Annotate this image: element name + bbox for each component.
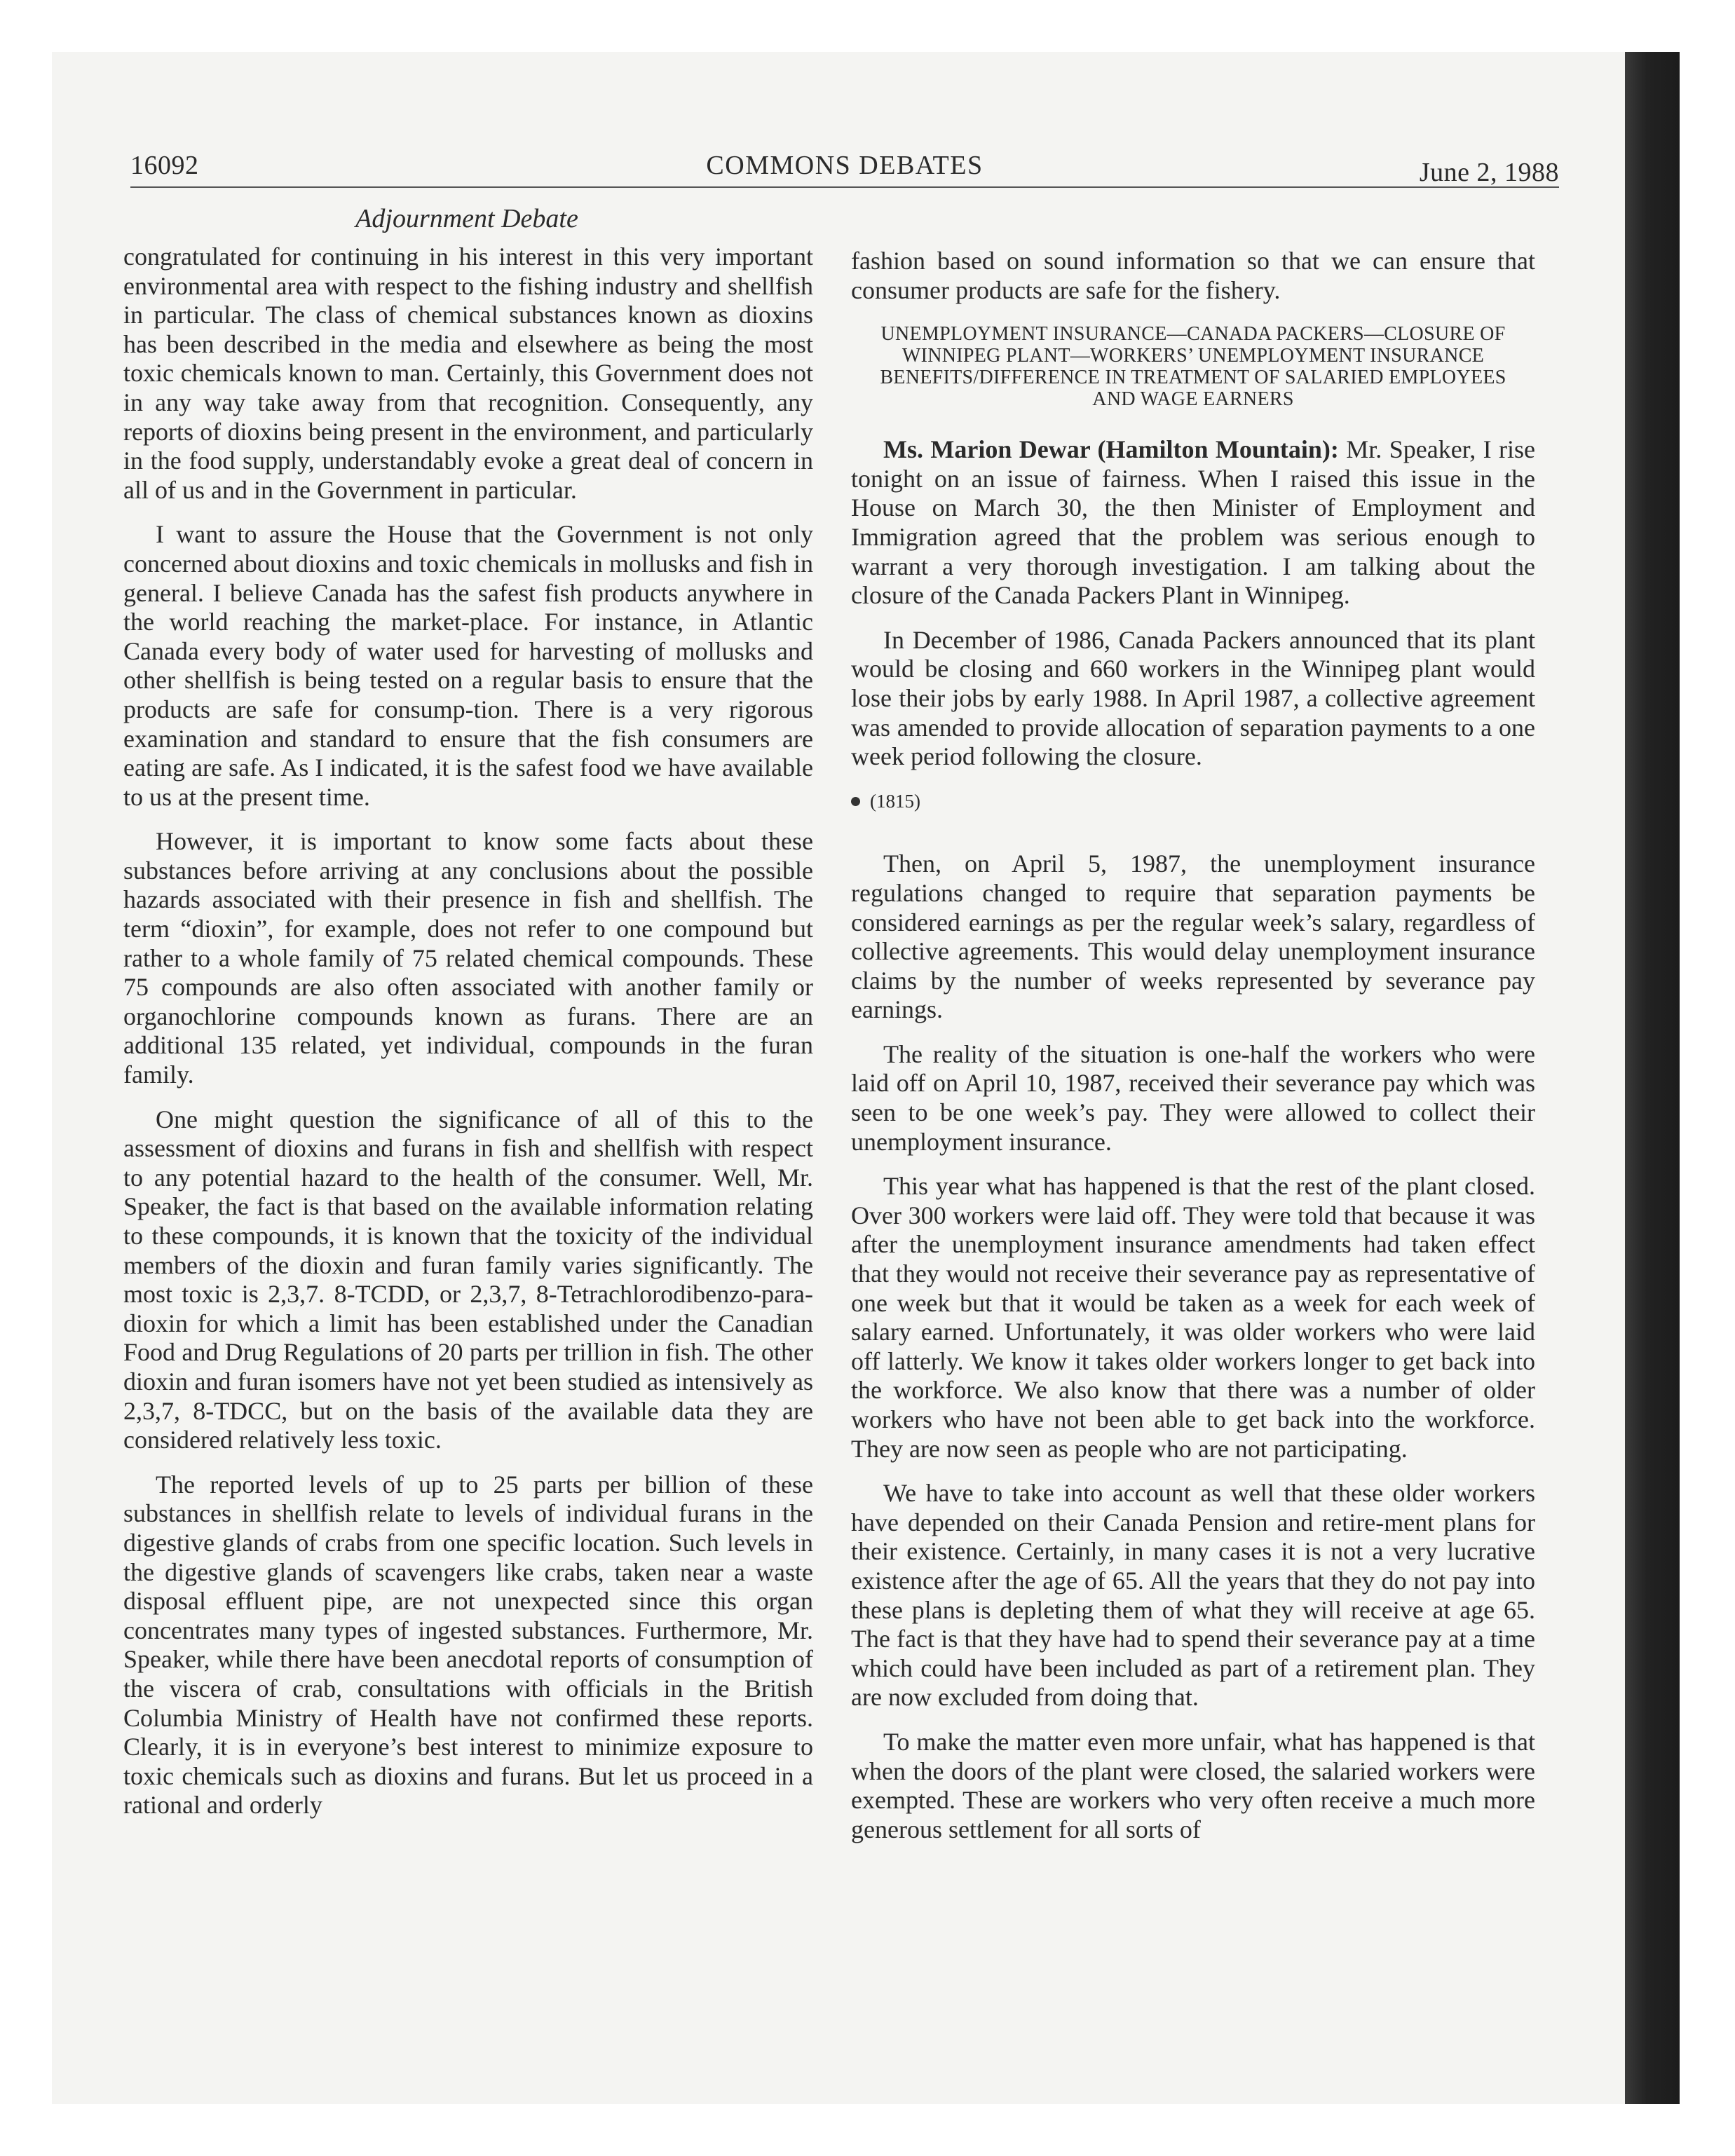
speaker-text: Mr. Speaker, I rise tonight on an issue of fairness. When I raised this issue in the House on March 30, the then Minister of Employment and Immigration agreed that the problem was serious enough to warrant a very thorough investigation. I am talking about the closure of the Canada Packers Plant in Winnipeg.: [851, 435, 1535, 610]
paragraph: One might question the significance of all of this to the assessment of dioxins and furans in fish and shellfish with respect to any potential hazard to the health of the consumer. Well, Mr. Speaker, the fact is that based on the available information relating to these compounds, it is known that the toxicity of the individual members of the dioxin and furan family varies significantly. The most toxic is 2,3,7. 8-TCDD, or 2,3,7, 8-Tetrachlorodibenzo-para-dioxin for which a limit has been established under the Canadian Food and Drug Regulations of 20 parts per trillion in fish. The other dioxin and furan isomers have not yet been studied as intensively as 2,3,7, 8-TDCC, but on the basis of the available data they are considered relatively less toxic.: [123, 1105, 813, 1454]
paragraph: In December of 1986, Canada Packers announced that its plant would be closing and 660 workers in the Winnipeg plant would lose their jobs by early 1988. In April 1987, a collective agreement was amended to provide allocation of separation payments to a one week period following the closure.: [851, 625, 1535, 771]
bullet-icon: [851, 797, 860, 806]
scan-edge-shadow: [1625, 52, 1680, 2104]
left-column: [123, 243, 813, 1836]
time-marker-text: (1815): [870, 790, 920, 812]
page-number: 16092: [130, 151, 199, 180]
paragraph: This year what has happened is that the rest of the plant closed. Over 300 workers were laid off. They were told that because it was after the unemployment insurance amendments had taken effect that they would not receive their severance pay as representative of one week but that it would be taken as a week for each week of salary earned. Unfortunately, it was older workers who were laid off latterly. We know it takes older workers longer to get back into the workforce. We also know that there was a number of older workers who have not been able to get back into the workforce. They are now seen as people who are not participating.: [851, 1172, 1535, 1463]
paragraph: To make the matter even more unfair, what has happened is that when the doors of the plant were closed, the salaried workers were exempted. These are workers who very often receive a much more generous settlement for all sorts of: [851, 1727, 1535, 1843]
paragraph: I want to assure the House that the Government is not only concerned about dioxins and toxic chemicals in mollusks and fish in general. I believe Canada has the safest fish products anywhere in the world reaching the market-place. For instance, in Atlantic Canada every body of water used for harvesting of mollusks and other shellfish is being tested on a regular basis to ensure that the products are safe for consump-tion. There is a very rigorous examination and standard to ensure that the fish consumers are eating are safe. As I indicated, it is the safest food we have available to us at the present time.: [123, 520, 813, 811]
speaker-name: Ms. Marion Dewar (Hamilton Mountain):: [883, 435, 1339, 464]
right-column: [851, 247, 1535, 1860]
paragraph: We have to take into account as well that these older workers have depended on their Canada Pension and retire-ment plans for their existence. Certainly, in many cases it is not a very lucrative existence after the age of 65. All the years that they do not pay into these plans is depleting them of what they will receive at age 65. The fact is that they have had to spend their severance pay at a time which could have been included as part of a retirement plan. They are now excluded from doing that.: [851, 1479, 1535, 1712]
publication-title: COMMONS DEBATES: [706, 151, 984, 180]
paragraph: The reported levels of up to 25 parts per billion of these substances in shellfish relate to levels of individual furans in the digestive glands of crabs from one specific location. Such levels in the digestive glands of scavengers like crabs, taken near a waste disposal effluent pipe, are not unexpected since this organ concentrates many types of ingested substances. Furthermore, Mr. Speaker, while there have been anecdotal reports of consumption of the viscera of crab, consultations with officials in the British Columbia Ministry of Health have not confirmed these reports. Clearly, it is in everyone’s best interest to minimize exposure to toxic chemicals such as dioxins and furans. But let us proceed in a rational and orderly: [123, 1470, 813, 1820]
paragraph: congratulated for continuing in his interest in this very important environmental area with respect to the fishing industry and shellfish in particular. The class of chemical substances known as dioxins has been described in the media and elsewhere as being the most toxic chemicals known to man. Certainly, this Government does not in any way take away from that recognition. Consequently, any reports of dioxins being present in the environment, and particularly in the food supply, understandably evoke a great deal of concern in all of us and in the Government in particular.: [123, 243, 813, 504]
paragraph: Then, on April 5, 1987, the unemployment insurance regulations changed to require that separation payments be considered earnings as per the regular week’s salary, regardless of collective agreements. This would delay unemployment insurance claims by the number of weeks represented by severance pay earnings.: [851, 850, 1535, 1024]
section-title: Adjournment Debate: [355, 204, 578, 233]
paragraph: fashion based on sound information so that we can ensure that consumer products are safe for the fishery.: [851, 247, 1535, 304]
time-marker: [851, 787, 1535, 817]
paragraph: However, it is important to know some facts about these substances before arriving at any conclusions about the possible hazards associated with their presence in fish and shellfish. The term “dioxin”, for example, does not refer to one compound but rather to a whole family of 75 related chemical compounds. These 75 compounds are also often associated with another family or organochlorine compounds known as furans. There are an additional 135 related, yet individual, compounds in the furan family.: [123, 827, 813, 1089]
publication-date: June 2, 1988: [1419, 158, 1559, 187]
debate-heading: UNEMPLOYMENT INSURANCE—CANADA PACKERS—CLOSURE OF WINNIPEG PLANT—WORKERS’ UNEMPLOYMENT INSURANCE BENEFITS/DIFFERENCE IN TREATMENT OF SALARIED EMPLOYEES AND WAGE EARNERS: [880, 323, 1506, 411]
paragraph: The reality of the situation is one-half the workers who were laid off on April 10, 1987, received their severance pay which was seen to be one week’s pay. They were allowed to collect their unemployment insurance.: [851, 1039, 1535, 1156]
page-header: [130, 147, 1559, 189]
speaker-paragraph: [851, 435, 1535, 610]
header-rule: [130, 186, 1559, 188]
